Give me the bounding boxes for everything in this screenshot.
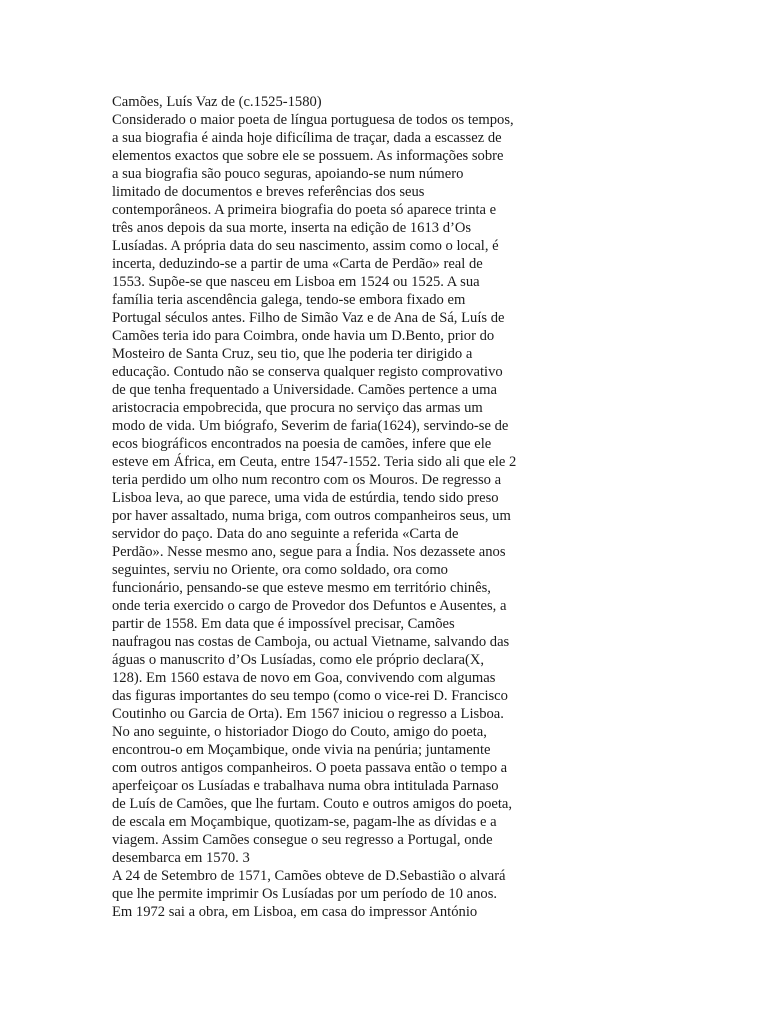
text-line: No ano seguinte, o historiador Diogo do Couto, amigo do poeta, bbox=[112, 724, 487, 740]
text-line: modo de vida. Um biógrafo, Severim de faria(1624), servindo-se de bbox=[112, 418, 509, 434]
text-line: três anos depois da sua morte, inserta na edição de 1613 d’Os bbox=[112, 220, 472, 236]
text-line: A 24 de Setembro de 1571, Camões obteve de D.Sebastião o alvará bbox=[112, 868, 506, 884]
text-line: ecos biográficos encontrados na poesia de camões, infere que ele bbox=[112, 436, 492, 452]
document-heading-line: Camões, Luís Vaz de (c.1525-1580) bbox=[112, 94, 322, 110]
text-line: incerta, deduzindo-se a partir de uma «Carta de Perdão» real de bbox=[112, 256, 483, 272]
text-line: esteve em África, em Ceuta, entre 1547-1552. Teria sido ali que ele 2 bbox=[112, 454, 517, 470]
text-line: Considerado o maior poeta de língua portuguesa de todos os tempos, bbox=[112, 112, 514, 128]
text-line: aperfeiçoar os Lusíadas e trabalhava numa obra intitulada Parnaso bbox=[112, 778, 499, 794]
text-line: funcionário, pensando-se que esteve mesmo em território chinês, bbox=[112, 580, 491, 596]
text-line: contemporâneos. A primeira biografia do poeta só aparece trinta e bbox=[112, 202, 497, 218]
text-line: Camões teria ido para Coimbra, onde havia um D.Bento, prior do bbox=[112, 328, 495, 344]
text-line: família teria ascendência galega, tendo-se embora fixado em bbox=[112, 292, 466, 308]
text-line: viagem. Assim Camões consegue o seu regresso a Portugal, onde bbox=[112, 832, 493, 848]
document-page bbox=[112, 93, 532, 921]
text-line: Lisboa leva, ao que parece, uma vida de estúrdia, tendo sido preso bbox=[112, 490, 499, 506]
text-line: 1553. Supõe-se que nasceu em Lisboa em 1524 ou 1525. A sua bbox=[112, 274, 480, 290]
text-line: que lhe permite imprimir Os Lusíadas por um período de 10 anos. bbox=[112, 886, 498, 902]
text-line: partir de 1558. Em data que é impossível precisar, Camões bbox=[112, 616, 455, 632]
text-line: teria perdido um olho num recontro com os Mouros. De regresso a bbox=[112, 472, 502, 488]
text-line: limitado de documentos e breves referências dos seus bbox=[112, 184, 425, 200]
text-line: Perdão». Nesse mesmo ano, segue para a Índia. Nos dezassete anos bbox=[112, 544, 506, 560]
text-line: educação. Contudo não se conserva qualquer registo comprovativo bbox=[112, 364, 503, 380]
text-line: com outros antigos companheiros. O poeta passava então o tempo a bbox=[112, 760, 508, 776]
text-line: desembarca em 1570. 3 bbox=[112, 850, 250, 866]
text-line: de escala em Moçambique, quotizam-se, pagam-lhe as dívidas e a bbox=[112, 814, 497, 830]
text-line: Coutinho ou Garcia de Orta). Em 1567 iniciou o regresso a Lisboa. bbox=[112, 706, 504, 722]
text-line: por haver assaltado, numa briga, com outros companheiros seus, um bbox=[112, 508, 511, 524]
text-line: das figuras importantes do seu tempo (como o vice-rei D. Francisco bbox=[112, 688, 508, 704]
text-line: águas o manuscrito d’Os Lusíadas, como ele próprio declara(X, bbox=[112, 652, 485, 668]
text-line: elementos exactos que sobre ele se possuem. As informações sobre bbox=[112, 148, 504, 164]
text-line: encontrou-o em Moçambique, onde vivia na penúria; juntamente bbox=[112, 742, 491, 758]
text-line: seguintes, serviu no Oriente, ora como soldado, ora como bbox=[112, 562, 448, 578]
text-line: servidor do paço. Data do ano seguinte a referida «Carta de bbox=[112, 526, 459, 542]
text-line: aristocracia empobrecida, que procura no serviço das armas um bbox=[112, 400, 483, 416]
text-line: naufragou nas costas de Camboja, ou actual Vietname, salvando das bbox=[112, 634, 510, 650]
text-line: Portugal séculos antes. Filho de Simão Vaz e de Ana de Sá, Luís de bbox=[112, 310, 505, 326]
text-line: de que tenha frequentado a Universidade. Camões pertence a uma bbox=[112, 382, 497, 398]
text-line: Lusíadas. A própria data do seu nascimento, assim como o local, é bbox=[112, 238, 499, 254]
text-line: 128). Em 1560 estava de novo em Goa, convivendo com algumas bbox=[112, 670, 496, 686]
text-line: a sua biografia são pouco seguras, apoiando-se num número bbox=[112, 166, 464, 182]
text-line: onde teria exercido o cargo de Provedor dos Defuntos e Ausentes, a bbox=[112, 598, 507, 614]
text-line: Mosteiro de Santa Cruz, seu tio, que lhe poderia ter dirigido a bbox=[112, 346, 473, 362]
text-line: de Luís de Camões, que lhe furtam. Couto e outros amigos do poeta, bbox=[112, 796, 513, 812]
text-line: Em 1972 sai a obra, em Lisboa, em casa do impressor António bbox=[112, 904, 478, 920]
text-line: a sua biografia é ainda hoje dificílima de traçar, dada a escassez de bbox=[112, 130, 502, 146]
